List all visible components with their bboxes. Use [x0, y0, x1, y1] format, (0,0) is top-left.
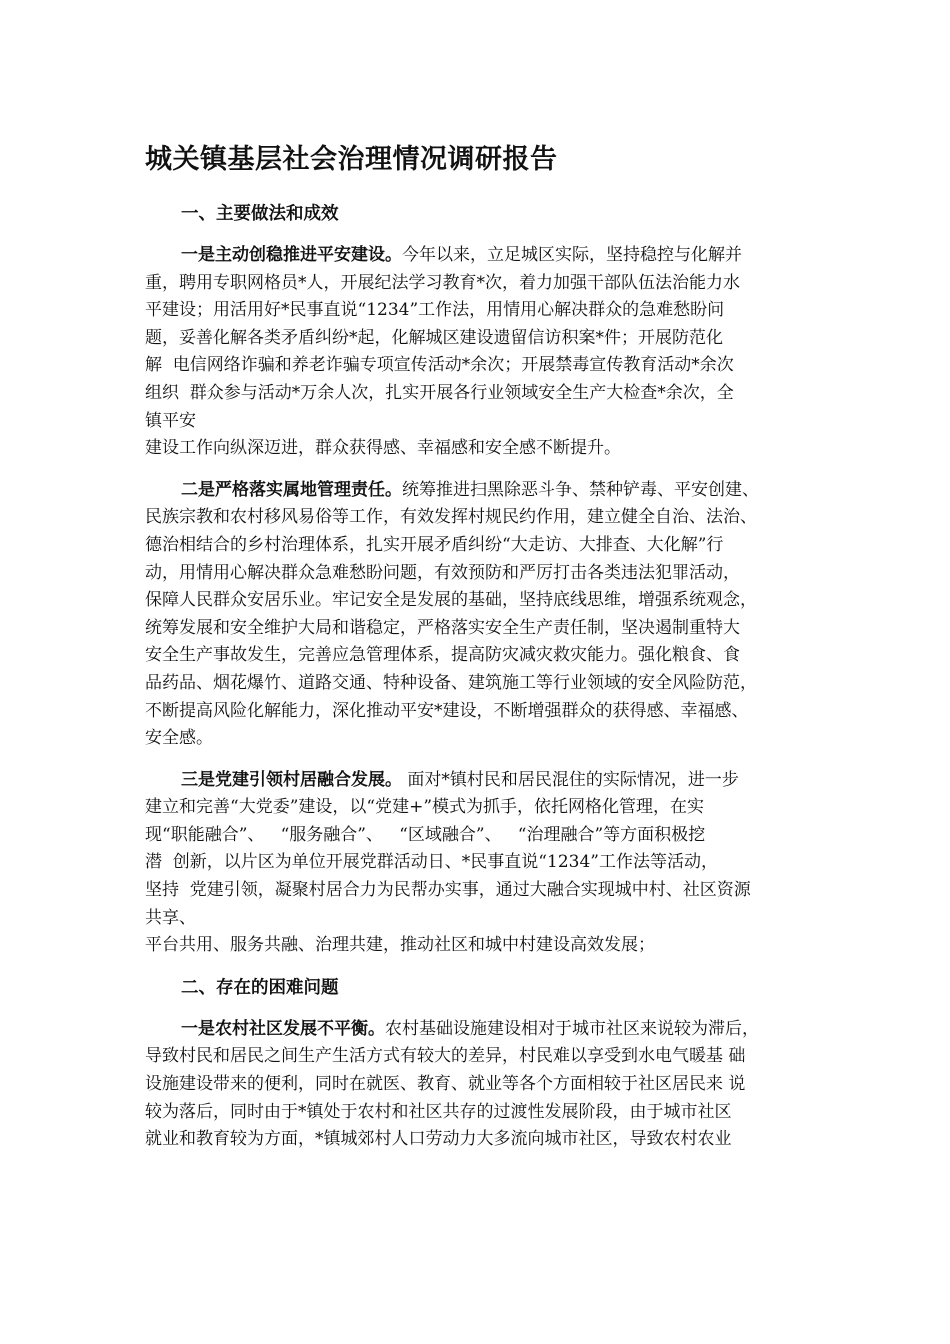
text-line: 就业和教育较为方面，*镇城郊村人口劳动力大多流向城市社区，导致农村农业: [145, 1129, 732, 1150]
text-line: 不断提高风险化解能力，深化推动平安*建设，不断增强群众的获得感、幸福感、: [145, 700, 749, 721]
text-line: 统筹发展和安全维护大局和谐稳定，严格落实安全生产责任制，坚决遏制重特大: [145, 617, 740, 638]
text-line: 品药品、烟花爆竹、道路交通、特种设备、建筑施工等行业领域的安全风险防范，: [145, 672, 757, 693]
paragraph-3-lead: 三是党建引领村居融合发展。: [181, 769, 402, 790]
paragraph-1: [145, 242, 810, 463]
text-line: 保障人民群众安居乐业。牢记安全是发展的基础，坚持底线思维，增强系统观念，: [145, 590, 757, 611]
paragraph-1-lead: 一是主动创稳推进平安建设。: [181, 245, 402, 265]
text-line: 动，用情用心解决群众急难愁盼问题，有效预防和严厉打击各类违法犯罪活动，: [145, 562, 740, 583]
paragraph-2-lead: 二是严格落实属地管理责任。: [181, 479, 402, 500]
paragraph-3: [145, 767, 810, 960]
document-page: [145, 140, 810, 1168]
text-line: 建设工作向纵深迈进，群众获得感、幸福感和安全感不断提升。: [145, 438, 621, 459]
text-line: 潜 创新，以片区为单位开展党群活动日、*民事直说“1234”工作法等活动，: [145, 852, 718, 873]
text-line: 现“职能融合”、 “服务融合”、 “区域融合”、 “治理融合”等方面积极挖: [145, 824, 706, 845]
text-line: 导致村民和居民之间生产生活方式有较大的差异，村民难以享受到水电气暖基 础: [145, 1046, 746, 1067]
paragraph-2-body: [145, 480, 810, 753]
text-line: 解 电信网络诈骗和养老诈骗专项宣传活动*余次；开展禁毒宣传教育活动*余次: [145, 355, 734, 376]
text-line: 民族宗教和农村移风易俗等工作，有效发挥村规民约作用，建立健全自治、法治、: [145, 507, 757, 528]
text-line: 镇平安: [145, 410, 196, 431]
text-line: 安全生产事故发生，完善应急管理体系，提高防灾减灾救灾能力。强化粮食、食: [145, 645, 740, 666]
document-title: 城关镇基层社会治理情况调研报告: [145, 144, 558, 175]
text-line: 平台共用、服务共融、治理共建，推动社区和城中村建设高效发展；: [145, 935, 655, 956]
paragraph-2: [145, 477, 810, 753]
text-line: 统筹推进扫黑除恶斗争、禁种铲毒、平安创建、: [402, 479, 759, 500]
text-line: 题，妥善化解各类矛盾纠纷*起，化解城区建设遗留信访积案*件；开展防范化: [145, 327, 723, 348]
text-line: 面对*镇村民和居民混住的实际情况，进一步: [402, 769, 739, 790]
text-line: 今年以来，立足城区实际，坚持稳控与化解并: [402, 245, 742, 265]
section-heading-2: 二、存在的困难问题: [181, 977, 339, 998]
text-line: 安全感。: [145, 728, 213, 749]
paragraph-4: [145, 1016, 810, 1154]
text-line: 较为落后，同时由于*镇处于农村和社区共存的过渡性发展阶段，由于城市社区: [145, 1101, 732, 1122]
text-line: 共享、: [145, 907, 196, 928]
text-line: 坚持 党建引领，凝聚村居合力为民帮办实事，通过大融合实现城中村、社区资源: [145, 880, 751, 901]
text-line: 平建设；用活用好*民事直说“1234”工作法，用情用心解决群众的急难愁盼问: [145, 300, 725, 321]
text-line: 组织 群众参与活动*万余人次，扎实开展各行业领域安全生产大检查*余次，全: [145, 382, 734, 403]
text-line: 农村基础设施建设相对于城市社区来说较为滞后，: [385, 1018, 759, 1039]
paragraph-1-body: [145, 245, 810, 463]
paragraph-4-lead: 一是农村社区发展不平衡。: [181, 1018, 385, 1039]
paragraph-4-body: [145, 1019, 810, 1154]
text-line: 建立和完善“大党委”建设，以“党建+”模式为抓手，依托网格化管理，在实: [145, 797, 705, 818]
text-line: 德治相结合的乡村治理体系，扎实开展矛盾纠纷“大走访、大排查、大化解”行: [145, 534, 724, 555]
text-line: 设施建设带来的便利，同时在就医、教育、就业等各个方面相较于社区居民来 说: [145, 1074, 746, 1095]
section-heading-1: 一、主要做法和成效: [181, 204, 339, 224]
text-line: 重，聘用专职网格员*人，开展纪法学习教育*次，着力加强干部队伍法治能力水: [145, 272, 740, 293]
paragraph-3-body: [145, 770, 810, 960]
